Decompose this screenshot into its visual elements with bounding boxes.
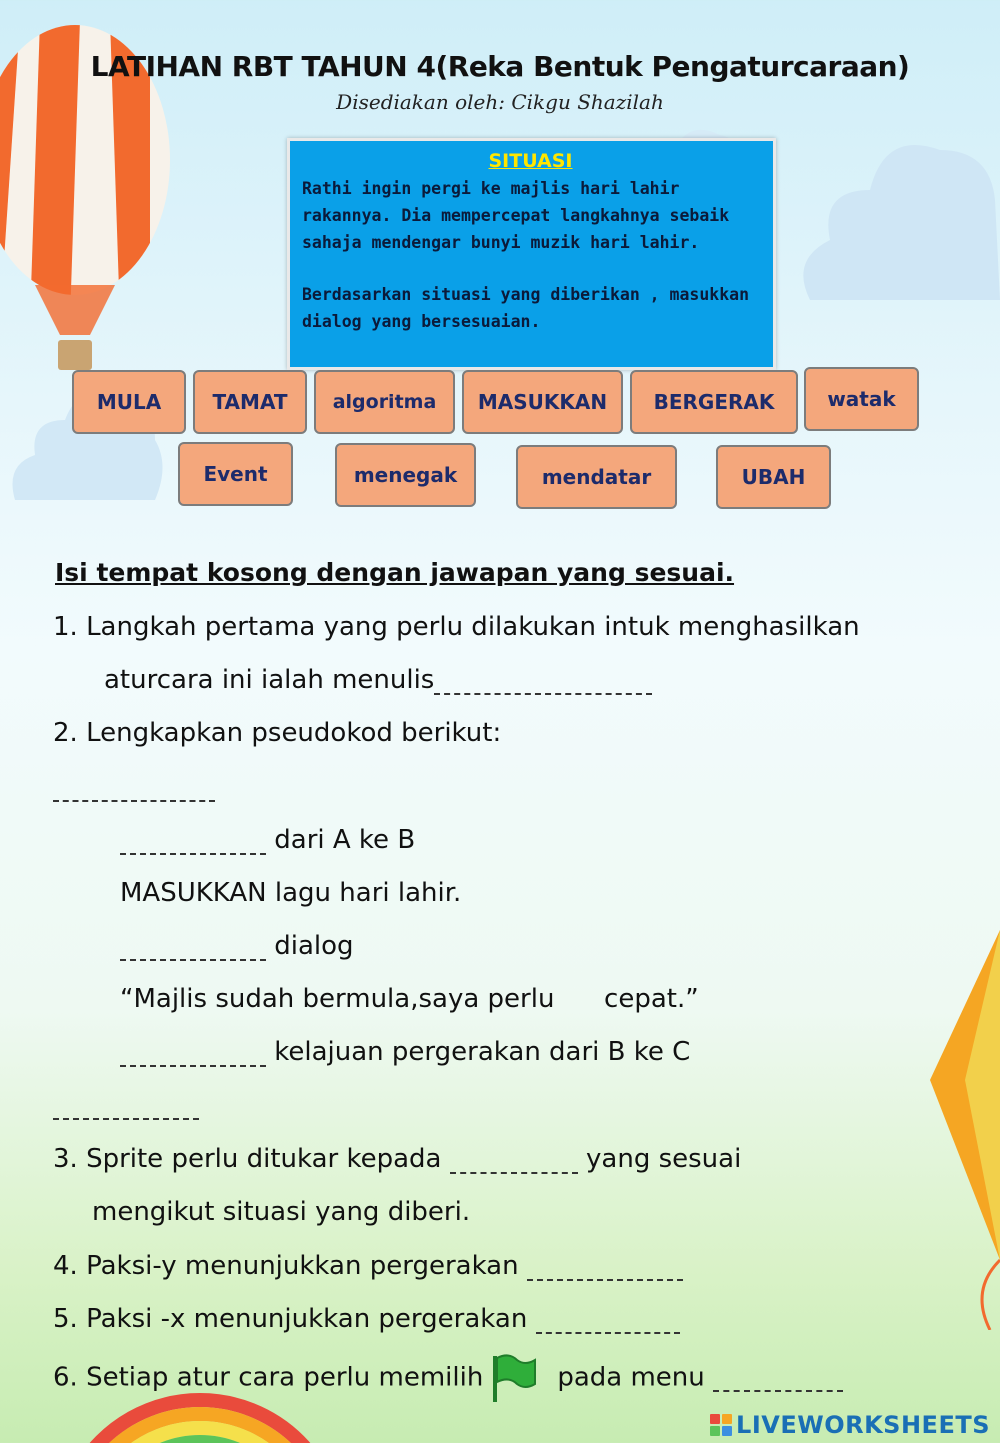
green-flag-icon bbox=[487, 1352, 539, 1404]
word-chip-bergerak[interactable]: BERGERAK bbox=[630, 370, 798, 434]
liveworksheets-icon bbox=[710, 1414, 732, 1436]
footer-brand: LIVEWORKSHEETS bbox=[736, 1411, 990, 1439]
answer-blank-7[interactable] bbox=[450, 1152, 578, 1174]
word-chip-mendatar[interactable]: mendatar bbox=[516, 445, 677, 509]
question-4-text: 4. Paksi-y menunjukkan pergerakan bbox=[53, 1251, 519, 1281]
answer-blank-10[interactable] bbox=[713, 1370, 843, 1392]
answer-blank-8[interactable] bbox=[527, 1259, 683, 1281]
question-1-text-2: aturcara ini ialah menulis bbox=[104, 665, 435, 695]
situation-text: Rathi ingin pergi ke majlis hari lahir rakannya. Dia mempercepat langkahnya sebaik sahaja mendengar bunyi muzik hari lahir. bbox=[302, 179, 730, 252]
pseudocode-text-4: dialog bbox=[274, 931, 354, 961]
kite-icon bbox=[890, 930, 1000, 1330]
page-title: LATIHAN RBT TAHUN 4(Reka Bentuk Pengaturcaraan) bbox=[90, 50, 910, 83]
word-chip-menegak[interactable]: menegak bbox=[335, 443, 476, 507]
word-chip-watak[interactable]: watak bbox=[804, 367, 919, 431]
pseudocode-line-6 bbox=[120, 1037, 690, 1067]
answer-blank-9[interactable] bbox=[536, 1312, 680, 1334]
question-6-text: 6. Setiap atur cara perlu memilih bbox=[53, 1362, 484, 1393]
question-6 bbox=[53, 1352, 843, 1404]
question-1-line-2 bbox=[104, 665, 652, 695]
answer-blank-3[interactable] bbox=[120, 833, 266, 855]
pseudocode-line-4 bbox=[120, 931, 354, 961]
pseudocode-text-6: kelajuan pergerakan dari B ke C bbox=[274, 1037, 691, 1067]
pseudocode-text-5: “Majlis sudah bermula,saya perlu cepat.” bbox=[120, 984, 699, 1014]
word-chip-ubah[interactable]: UBAH bbox=[716, 445, 831, 509]
situation-heading: SITUASI bbox=[488, 150, 573, 172]
cloud-icon bbox=[790, 110, 1000, 320]
pseudocode-text-3: MASUKKAN lagu hari lahir. bbox=[120, 878, 462, 908]
situation-instruction: Berdasarkan situasi yang diberikan , masukkan dialog yang bersesuaian. bbox=[302, 285, 750, 331]
answer-blank-2[interactable] bbox=[53, 780, 215, 802]
question-4 bbox=[53, 1251, 683, 1281]
question-3-line-1 bbox=[53, 1144, 741, 1174]
word-chip-event[interactable]: Event bbox=[178, 442, 293, 506]
pseudocode-line-7 bbox=[53, 1090, 199, 1120]
answer-blank-5[interactable] bbox=[120, 1045, 266, 1067]
word-chip-tamat[interactable]: TAMAT bbox=[193, 370, 307, 434]
question-5-text: 5. Paksi -x menunjukkan pergerakan bbox=[53, 1304, 528, 1334]
question-2-text: 2. Lengkapkan pseudokod berikut: bbox=[53, 718, 502, 748]
pseudocode-line-2 bbox=[120, 825, 415, 855]
author-credit: Disediakan oleh: Cikgu Shazilah bbox=[336, 90, 664, 114]
pseudocode-text-2: dari A ke B bbox=[274, 825, 416, 855]
answer-blank-6[interactable] bbox=[53, 1098, 199, 1120]
question-1-text: 1. Langkah pertama yang perlu dilakukan intuk menghasilkan bbox=[53, 612, 860, 642]
pseudocode-line-5 bbox=[120, 984, 699, 1014]
question-3-text-2: yang sesuai bbox=[586, 1144, 742, 1174]
question-3-text: 3. Sprite perlu ditukar kepada bbox=[53, 1144, 442, 1174]
situation-box bbox=[287, 138, 776, 370]
answer-blank-1[interactable] bbox=[434, 673, 652, 695]
answer-blank-4[interactable] bbox=[120, 939, 266, 961]
word-chip-algoritma[interactable]: algoritma bbox=[314, 370, 455, 434]
question-3-text-3: mengikut situasi yang diberi. bbox=[92, 1197, 471, 1227]
question-1-line-1 bbox=[53, 612, 860, 642]
instruction-heading: Isi tempat kosong dengan jawapan yang sesuai. bbox=[55, 558, 735, 587]
question-2 bbox=[53, 718, 501, 748]
liveworksheets-logo bbox=[710, 1411, 990, 1439]
question-3-line-2 bbox=[92, 1197, 470, 1227]
pseudocode-line-1 bbox=[53, 772, 215, 802]
word-chip-mula[interactable]: MULA bbox=[72, 370, 186, 434]
question-6-text-2: pada menu bbox=[557, 1362, 705, 1393]
word-chip-masukkan[interactable]: MASUKKAN bbox=[462, 370, 623, 434]
question-5 bbox=[53, 1304, 680, 1334]
pseudocode-line-3 bbox=[120, 878, 461, 908]
